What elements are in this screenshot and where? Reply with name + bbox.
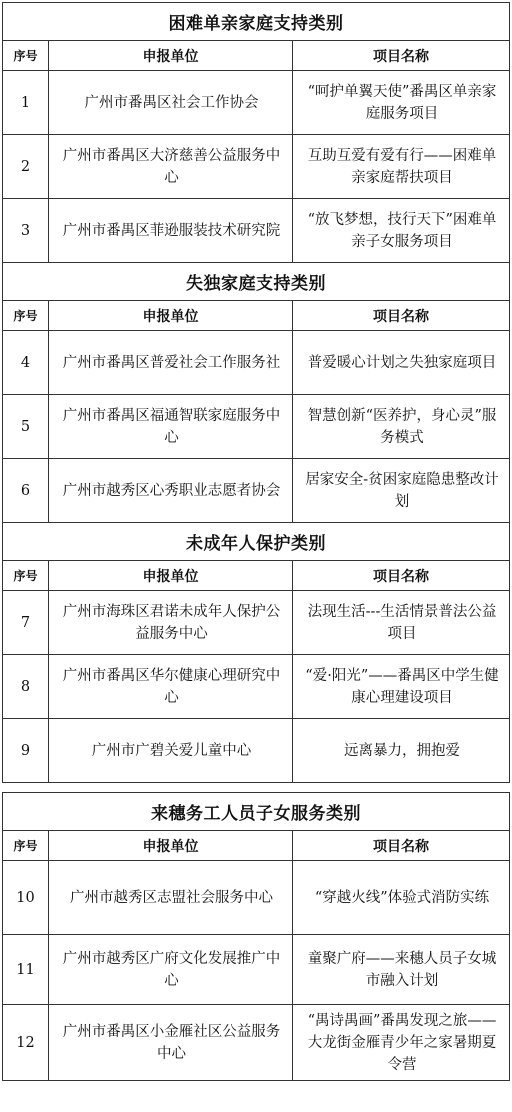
document-tables [2, 2, 509, 1081]
table-row [3, 861, 510, 935]
row-project: “穿越火线”体验式消防实练 [293, 861, 510, 935]
table-row [3, 331, 510, 395]
row-project: 智慧创新“医养护，身心灵”服务模式 [293, 395, 510, 459]
row-project: 互助互爱有爱有行——困难单亲家庭帮扶项目 [293, 135, 510, 199]
row-no: 12 [3, 1005, 49, 1081]
row-unit: 广州市番禺区小金雁社区公益服务中心 [49, 1005, 293, 1081]
row-unit: 广州市番禺区社会工作协会 [49, 71, 293, 135]
section-table-difficult-single-parent [2, 2, 510, 783]
row-project: 居家安全-贫困家庭隐患整改计划 [293, 459, 510, 523]
table-row [3, 1005, 510, 1081]
row-unit: 广州市广碧关爱儿童中心 [49, 719, 293, 783]
table-row [3, 655, 510, 719]
header-no: 序号 [3, 831, 49, 861]
row-project: 远离暴力，拥抱爱 [293, 719, 510, 783]
row-unit: 广州市番禺区普爱社会工作服务社 [49, 331, 293, 395]
section-gap [2, 783, 509, 792]
section-table-migrant-children [2, 792, 510, 1081]
row-project: “禺诗禺画”番禺发现之旅——大龙街金雁青少年之家暑期夏令营 [293, 1005, 510, 1081]
row-no: 3 [3, 199, 49, 263]
header-no: 序号 [3, 301, 49, 331]
row-project: 法现生活---生活情景普法公益项目 [293, 591, 510, 655]
table-row [3, 135, 510, 199]
row-unit: 广州市番禺区福通智联家庭服务中心 [49, 395, 293, 459]
row-no: 1 [3, 71, 49, 135]
header-project: 项目名称 [293, 831, 510, 861]
header-unit: 申报单位 [49, 301, 293, 331]
header-unit: 申报单位 [49, 41, 293, 71]
row-no: 2 [3, 135, 49, 199]
header-project: 项目名称 [293, 561, 510, 591]
section-title: 未成年人保护类别 [3, 523, 510, 561]
header-project: 项目名称 [293, 41, 510, 71]
table-row [3, 935, 510, 1005]
header-no: 序号 [3, 41, 49, 71]
row-unit: 广州市番禺区菲逊服装技术研究院 [49, 199, 293, 263]
row-no: 11 [3, 935, 49, 1005]
row-no: 4 [3, 331, 49, 395]
section-title: 困难单亲家庭支持类别 [3, 3, 510, 41]
row-no: 6 [3, 459, 49, 523]
row-project: “放飞梦想，技行天下”困难单亲子女服务项目 [293, 199, 510, 263]
row-unit: 广州市越秀区心秀职业志愿者协会 [49, 459, 293, 523]
row-project: “呵护单翼天使”番禺区单亲家庭服务项目 [293, 71, 510, 135]
row-unit: 广州市番禺区华尔健康心理研究中心 [49, 655, 293, 719]
header-no: 序号 [3, 561, 49, 591]
header-unit: 申报单位 [49, 831, 293, 861]
row-no: 10 [3, 861, 49, 935]
header-unit: 申报单位 [49, 561, 293, 591]
row-no: 5 [3, 395, 49, 459]
row-unit: 广州市番禺区大济慈善公益服务中心 [49, 135, 293, 199]
row-project: “爱·阳光”——番禺区中学生健康心理建设项目 [293, 655, 510, 719]
row-no: 8 [3, 655, 49, 719]
table-row [3, 395, 510, 459]
table-row [3, 591, 510, 655]
section-title: 失独家庭支持类别 [3, 263, 510, 301]
header-project: 项目名称 [293, 301, 510, 331]
table-row [3, 199, 510, 263]
row-no: 7 [3, 591, 49, 655]
row-unit: 广州市越秀区广府文化发展推广中心 [49, 935, 293, 1005]
table-row [3, 71, 510, 135]
row-no: 9 [3, 719, 49, 783]
section-title: 来穗务工人员子女服务类别 [3, 793, 510, 831]
row-project: 普爱暖心计划之失独家庭项目 [293, 331, 510, 395]
table-row [3, 459, 510, 523]
table-row [3, 719, 510, 783]
row-project: 童聚广府——来穗人员子女城市融入计划 [293, 935, 510, 1005]
row-unit: 广州市海珠区君诺未成年人保护公益服务中心 [49, 591, 293, 655]
row-unit: 广州市越秀区志盟社会服务中心 [49, 861, 293, 935]
